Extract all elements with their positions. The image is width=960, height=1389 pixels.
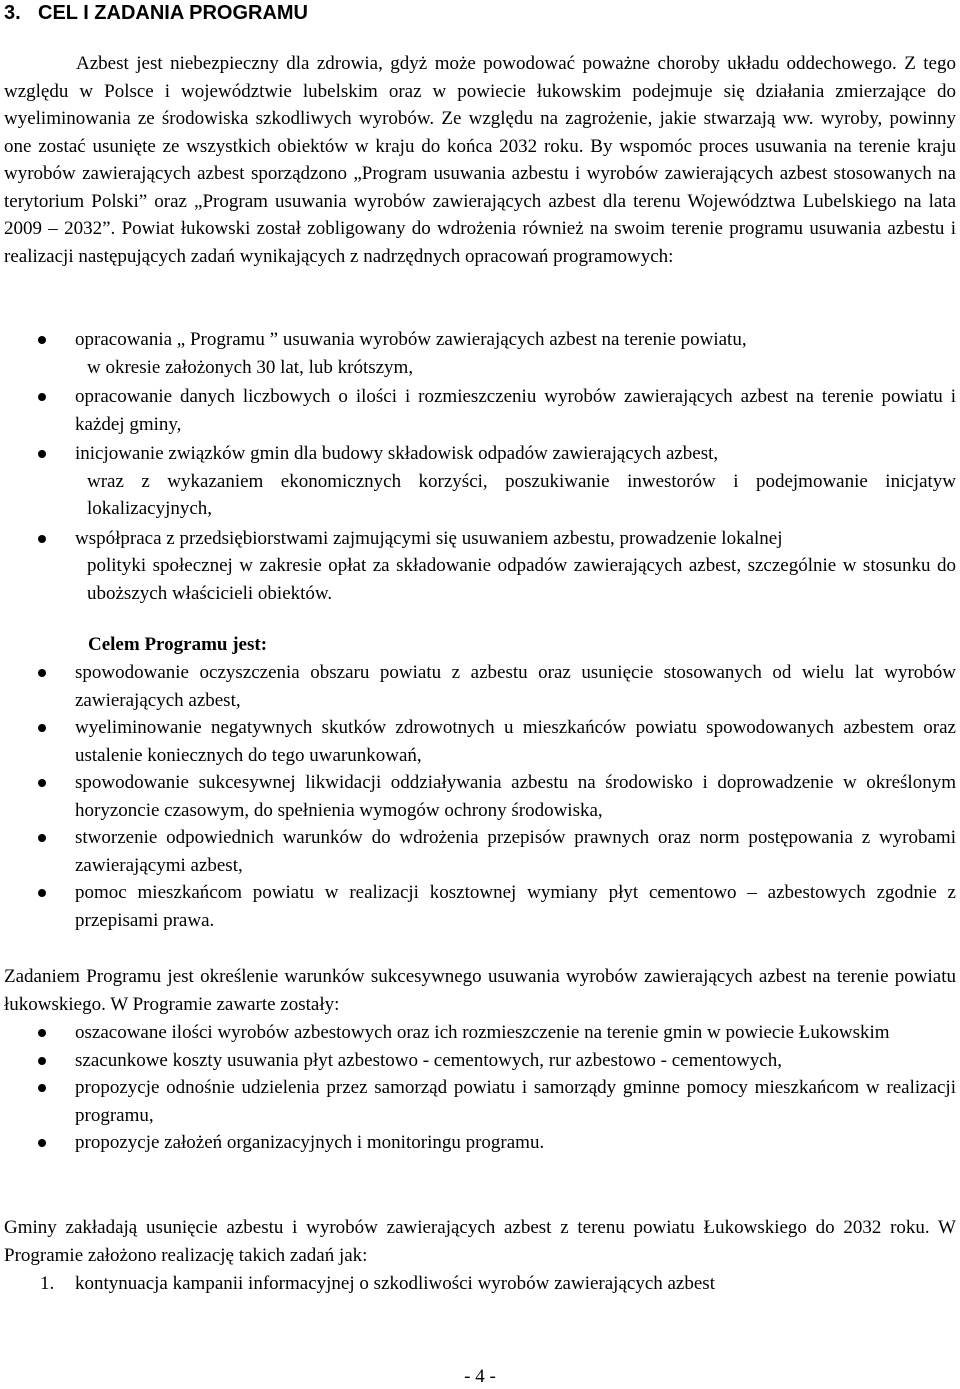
closing-paragraph: Gminy zakładają usunięcie azbestu i wyrobów zawierających azbest z terenu powiatu Łukowskiego do 2032 roku. W Programie założono realizację takich zadań jak: [4, 1217, 956, 1266]
task-paragraph: Zadaniem Programu jest określenie warunków sukcesywnego usuwania wyrobów zawierających azbest na terenie powiatu łukowskiego. W Programie zawarte zostały: [4, 966, 956, 1015]
page-number: - 4 - [464, 1366, 496, 1387]
tasks-list [0, 326, 960, 607]
list-item: stworzenie odpowiednich warunków do wdrożenia przepisów prawnych oraz norm postępowania z wyrobami zawierającymi azbest, [0, 824, 960, 879]
goals-heading: Celem Programu jest: [88, 634, 268, 655]
list-item: spowodowanie oczyszczenia obszaru powiatu z azbestu oraz usunięcie stosowanych od wielu lat wyrobów zawierających azbest, [0, 659, 960, 714]
list-item: współpraca z przedsiębiorstwami zajmującymi się usuwaniem azbestu, prowadzenie lokalnej polityki społecznej w zakresie opłat za składowanie odpadów zawierających azbest, szczególnie w stosunku do uboższych właścicieli obiektów. [0, 525, 960, 608]
section-heading [4, 0, 308, 26]
bullet-icon [38, 834, 46, 842]
list-item: propozycje odnośnie udzielenia przez samorząd powiatu i samorządy gminne pomocy mieszkańcom w realizacji programu, [0, 1074, 960, 1129]
bullet-icon [38, 535, 46, 543]
bullet-icon [38, 1084, 46, 1092]
bullet-icon [38, 669, 46, 677]
list-item: opracowania „ Programu ” usuwania wyrobów zawierających azbest na terenie powiatu, w okresie założonych 30 lat, lub krótszym, [0, 326, 960, 381]
goals-list [0, 659, 960, 934]
list-item: opracowanie danych liczbowych o ilości i rozmieszczeniu wyrobów zawierających azbest na terenie powiatu i każdej gminy, [0, 383, 960, 438]
bullet-icon [38, 393, 46, 401]
list-item: oszacowane ilości wyrobów azbestowych oraz ich rozmieszczenie na terenie gmin w powiecie Łukowskim [0, 1019, 960, 1047]
bullet-icon [38, 889, 46, 897]
numbered-list [0, 1270, 960, 1298]
list-item: 1. kontynuacja kampanii informacyjnej o szkodliwości wyrobów zawierających azbest [0, 1270, 960, 1298]
bullet-icon [38, 450, 46, 458]
section-title: CEL I ZADANIA PROGRAMU [38, 2, 308, 24]
bullet-icon [38, 779, 46, 787]
list-number: 1. [40, 1273, 55, 1294]
bullet-icon [38, 1057, 46, 1065]
list-item: szacunkowe koszty usuwania płyt azbestowo - cementowych, rur azbestowo - cementowych, [0, 1047, 960, 1075]
list-item: propozycje założeń organizacyjnych i monitoringu programu. [0, 1129, 960, 1157]
list-item: pomoc mieszkańcom powiatu w realizacji kosztownej wymiany płyt cementowo – azbestowych zgodnie z przepisami prawa. [0, 879, 960, 934]
bullet-icon [38, 336, 46, 344]
bullet-icon [38, 1029, 46, 1037]
bullet-icon [38, 1139, 46, 1147]
bullet-icon [38, 724, 46, 732]
contents-list [0, 1019, 960, 1157]
list-item: wyeliminowanie negatywnych skutków zdrowotnych u mieszkańców powiatu spowodowanych azbestem oraz ustalenie koniecznych do tego uwarunkowań, [0, 714, 960, 769]
intro-paragraph: Azbest jest niebezpieczny dla zdrowia, gdyż może powodować poważne choroby układu oddechowego. Z tego względu w Polsce i województwie lubelskim oraz w powiecie łukowskim podejmuje się działania zmierzające do wyeliminowania ze środowiska szkodliwych wyrobów. Ze względu na zagrożenie, jakie stwarzają ww. wyroby, powinny one zostać usunięte ze wszystkich obiektów w kraju do końca 2032 roku. By wspomóc proces usuwania na terenie kraju wyrobów zawierających azbest sporządzono „Program usuwania azbestu i wyrobów zawierających azbest stosowanych na terytorium Polski” oraz „Program usuwania wyrobów zawierających azbest dla terenu Województwa Lubelskiego na lata 2009 – 2032”. Powiat łukowski został zobligowany do wdrożenia również na swoim terenie programu usuwania azbestu i realizacji następujących zadań wynikających z nadrzędnych opracowań programowych: [4, 53, 956, 267]
list-item: inicjowanie związków gmin dla budowy składowisk odpadów zawierających azbest, wraz z wykazaniem ekonomicznych korzyści, poszukiwanie inwestorów i podejmowanie inicjatyw lokalizacyjnych, [0, 440, 960, 523]
list-item: spowodowanie sukcesywnej likwidacji oddziaływania azbestu na środowisko i doprowadzenie w określonym horyzoncie czasowym, do spełnienia wymogów ochrony środowiska, [0, 769, 960, 824]
section-number: 3. [4, 2, 21, 24]
